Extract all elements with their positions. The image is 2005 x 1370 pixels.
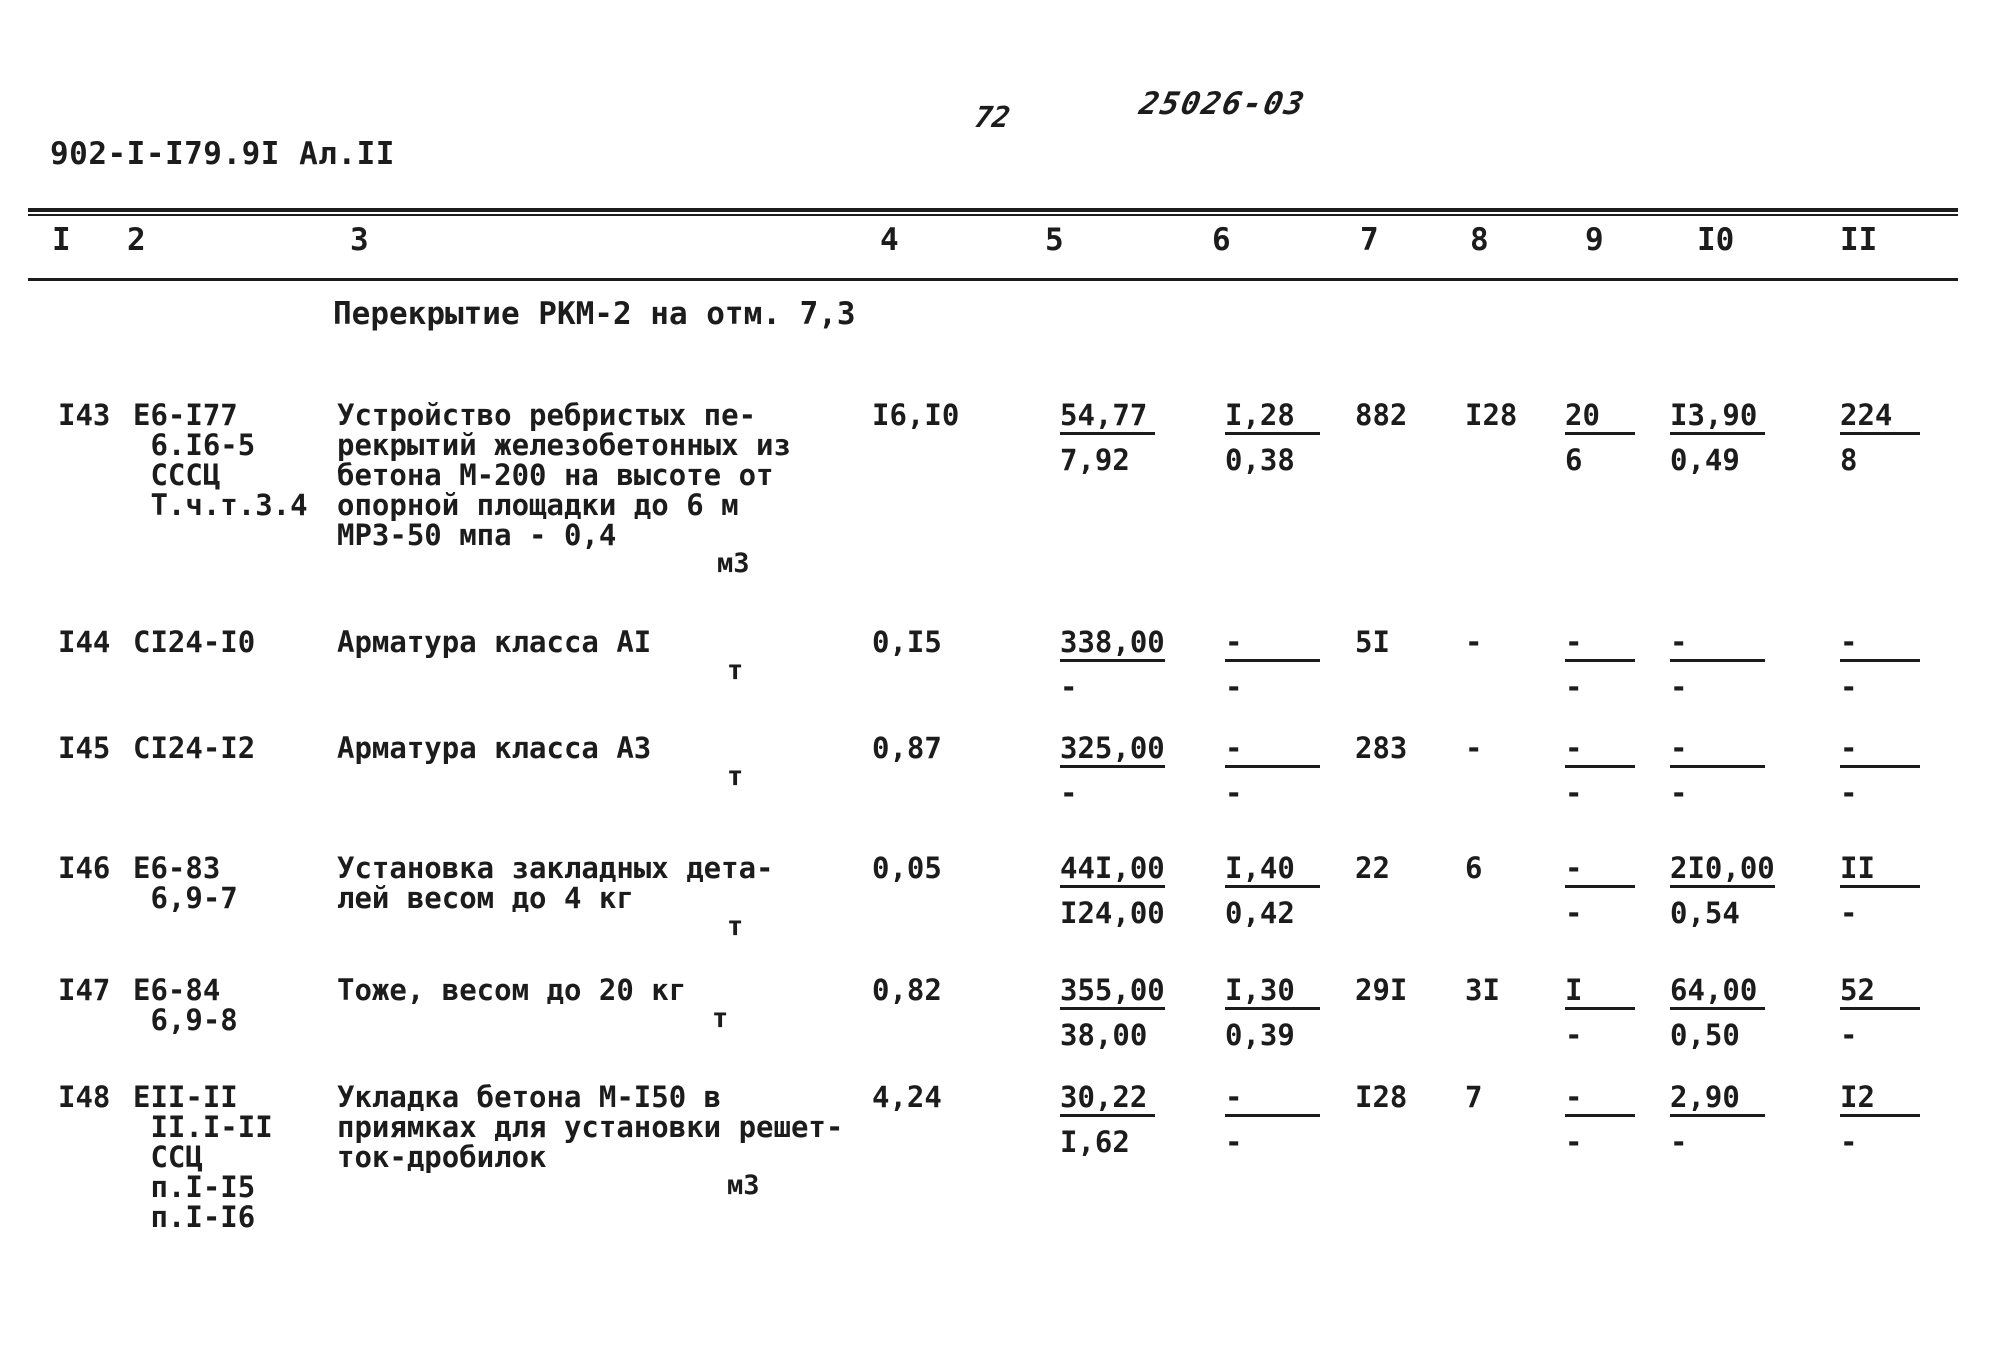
row-c9-fraction	[1565, 627, 1635, 702]
row-number: I48	[58, 1080, 111, 1114]
row-c9-upper: -	[1565, 733, 1635, 768]
row-c5-fraction	[1060, 400, 1155, 475]
row-quantity: 0,87	[872, 731, 942, 765]
row-c10-fraction	[1670, 1082, 1765, 1157]
row-c10-lower: 0,54	[1670, 896, 1740, 930]
row-description: Тоже, весом до 20 кг	[337, 973, 687, 1007]
row-c6-fraction	[1225, 400, 1320, 475]
column-header-3: 3	[350, 222, 369, 258]
row-c6-lower: 0,38	[1225, 443, 1295, 477]
row-description: Устройство ребристых пе- рекрытий железобетонных из бетона М-200 на высоте от опорной площадки до 6 м МРЗ-50 мпа - 0,4	[337, 398, 791, 552]
row-number: I47	[58, 973, 111, 1007]
row-c5-fraction	[1060, 1082, 1155, 1157]
row-c11-lower: -	[1840, 896, 1858, 930]
row-description: Укладка бетона М-I50 в приямках для установки решет- ток-дробилок	[337, 1080, 844, 1174]
row-c9-lower: 6	[1565, 443, 1583, 477]
row-code: Е6-I77 6.I6-5 СССЦ Т.ч.т.3.4	[133, 398, 308, 522]
row-c9-lower: -	[1565, 896, 1583, 930]
handwritten-number: 25026-03	[1136, 86, 1310, 122]
row-c11-upper: -	[1840, 627, 1920, 662]
row-c11-upper: II	[1840, 853, 1920, 888]
row-unit: м3	[727, 1170, 760, 1201]
row-c9-fraction	[1565, 975, 1635, 1050]
row-c10-fraction	[1670, 853, 1775, 928]
row-c5-fraction	[1060, 853, 1165, 928]
column-header-7: 7	[1360, 222, 1379, 258]
row-c10-fraction	[1670, 400, 1765, 475]
row-quantity: 0,82	[872, 973, 942, 1007]
row-c5-lower: -	[1060, 776, 1078, 810]
row-unit: т	[712, 1003, 729, 1034]
row-c6-lower: -	[1225, 1125, 1243, 1159]
row-description: Установка закладных дета- лей весом до 4 кг	[337, 851, 774, 915]
row-c10-lower: 0,50	[1670, 1018, 1740, 1052]
column-header-8: 8	[1470, 222, 1489, 258]
row-c11-lower: -	[1840, 670, 1858, 704]
row-c10-fraction	[1670, 627, 1765, 702]
column-header-10: I0	[1697, 222, 1735, 258]
row-c10-lower: 0,49	[1670, 443, 1740, 477]
row-c11-fraction	[1840, 400, 1920, 475]
row-c5-upper: 338,00	[1060, 627, 1165, 662]
row-c5-lower: 38,00	[1060, 1018, 1148, 1052]
row-c11-upper: I2	[1840, 1082, 1920, 1117]
row-c11-lower: 8	[1840, 443, 1858, 477]
row-c5-upper: 30,22	[1060, 1082, 1155, 1117]
row-c11-lower: -	[1840, 776, 1858, 810]
row-number: I46	[58, 851, 111, 885]
row-c5-upper: 325,00	[1060, 733, 1165, 768]
row-c5-fraction	[1060, 733, 1165, 808]
row-number: I45	[58, 731, 111, 765]
row-c9-lower: -	[1565, 1018, 1583, 1052]
row-c9-fraction	[1565, 733, 1635, 808]
column-header-5: 5	[1045, 222, 1064, 258]
row-c9-upper: -	[1565, 853, 1635, 888]
row-unit: т	[727, 761, 744, 792]
row-c5-lower: I24,00	[1060, 896, 1165, 930]
row-c9-upper: -	[1565, 627, 1635, 662]
row-c11-fraction	[1840, 733, 1920, 808]
row-c6-fraction	[1225, 627, 1320, 702]
row-c11-lower: -	[1840, 1018, 1858, 1052]
row-c6-fraction	[1225, 853, 1320, 928]
table-header-rule	[28, 278, 1958, 281]
row-c5-lower: 7,92	[1060, 443, 1130, 477]
row-c5-lower: I,62	[1060, 1125, 1130, 1159]
row-c9-fraction	[1565, 1082, 1635, 1157]
row-c6-fraction	[1225, 975, 1320, 1050]
row-c5-upper: 54,77	[1060, 400, 1155, 435]
row-number: I44	[58, 625, 111, 659]
row-c9-upper: 20	[1565, 400, 1635, 435]
row-unit: т	[727, 655, 744, 686]
row-c11-upper: -	[1840, 733, 1920, 768]
row-col8: 6	[1465, 851, 1483, 885]
column-header-6: 6	[1212, 222, 1231, 258]
row-c6-fraction	[1225, 733, 1320, 808]
row-c5-upper: 355,00	[1060, 975, 1165, 1010]
column-header-2: 2	[127, 222, 146, 258]
row-code: ЕII-II II.I-II ССЦ п.I-I5 п.I-I6	[133, 1080, 273, 1234]
row-c6-upper: -	[1225, 733, 1320, 768]
row-c6-upper: I,30	[1225, 975, 1320, 1010]
column-header-11: II	[1840, 222, 1878, 258]
row-c10-upper: I3,90	[1670, 400, 1765, 435]
table-top-rule-double	[28, 214, 1958, 216]
row-col7: I28	[1355, 1080, 1408, 1114]
row-c6-fraction	[1225, 1082, 1320, 1157]
row-c10-upper: 2I0,00	[1670, 853, 1775, 888]
row-c6-lower: -	[1225, 670, 1243, 704]
row-c10-upper: 2,90	[1670, 1082, 1765, 1117]
row-quantity: I6,I0	[872, 398, 960, 432]
column-header-9: 9	[1585, 222, 1604, 258]
row-col7: 5I	[1355, 625, 1390, 659]
row-c11-fraction	[1840, 1082, 1920, 1157]
row-code: Е6-83 6,9-7	[133, 851, 238, 915]
row-c10-lower: -	[1670, 670, 1688, 704]
row-unit: м3	[717, 548, 750, 579]
row-c6-upper: I,40	[1225, 853, 1320, 888]
row-c5-fraction	[1060, 627, 1165, 702]
row-quantity: 0,I5	[872, 625, 942, 659]
row-c9-upper: -	[1565, 1082, 1635, 1117]
row-c6-upper: -	[1225, 627, 1320, 662]
row-code: CI24-I2	[133, 731, 256, 765]
document-code: 902-I-I79.9I Ал.II	[50, 136, 395, 172]
row-c6-lower: 0,39	[1225, 1018, 1295, 1052]
row-c10-lower: -	[1670, 1125, 1688, 1159]
row-number: I43	[58, 398, 111, 432]
row-c9-fraction	[1565, 400, 1635, 475]
row-col7: 22	[1355, 851, 1390, 885]
row-c5-upper: 44I,00	[1060, 853, 1165, 888]
row-description: Арматура класса А3	[337, 731, 652, 765]
row-c9-upper: I	[1565, 975, 1635, 1010]
page-number: 72	[972, 100, 1013, 134]
row-c6-lower: -	[1225, 776, 1243, 810]
row-c11-lower: -	[1840, 1125, 1858, 1159]
row-col8: 7	[1465, 1080, 1483, 1114]
row-col8: 3I	[1465, 973, 1500, 1007]
row-col8: -	[1465, 731, 1483, 765]
row-c5-lower: -	[1060, 670, 1078, 704]
row-c9-lower: -	[1565, 1125, 1583, 1159]
row-col7: 283	[1355, 731, 1408, 765]
row-c10-upper: 64,00	[1670, 975, 1765, 1010]
row-c9-lower: -	[1565, 670, 1583, 704]
row-c6-upper: I,28	[1225, 400, 1320, 435]
row-col8: I28	[1465, 398, 1518, 432]
row-col7: 882	[1355, 398, 1408, 432]
row-c10-upper: -	[1670, 733, 1765, 768]
row-c11-upper: 224	[1840, 400, 1920, 435]
row-unit: т	[727, 911, 744, 942]
row-description: Арматура класса АI	[337, 625, 652, 659]
row-code: Е6-84 6,9-8	[133, 973, 238, 1037]
row-c10-fraction	[1670, 975, 1765, 1050]
row-col7: 29I	[1355, 973, 1408, 1007]
row-c6-upper: -	[1225, 1082, 1320, 1117]
row-c11-fraction	[1840, 853, 1920, 928]
row-quantity: 0,05	[872, 851, 942, 885]
column-header-1: I	[52, 222, 71, 258]
row-c9-fraction	[1565, 853, 1635, 928]
section-title: Перекрытие РКМ-2 на отм. 7,3	[333, 296, 856, 332]
row-c10-lower: -	[1670, 776, 1688, 810]
row-c11-upper: 52	[1840, 975, 1920, 1010]
row-quantity: 4,24	[872, 1080, 942, 1114]
row-c6-lower: 0,42	[1225, 896, 1295, 930]
row-c10-fraction	[1670, 733, 1765, 808]
row-code: CI24-I0	[133, 625, 256, 659]
row-c10-upper: -	[1670, 627, 1765, 662]
row-c11-fraction	[1840, 627, 1920, 702]
row-col8: -	[1465, 625, 1483, 659]
row-c9-lower: -	[1565, 776, 1583, 810]
table-top-rule	[28, 208, 1958, 212]
row-c5-fraction	[1060, 975, 1165, 1050]
row-c11-fraction	[1840, 975, 1920, 1050]
column-header-4: 4	[880, 222, 899, 258]
